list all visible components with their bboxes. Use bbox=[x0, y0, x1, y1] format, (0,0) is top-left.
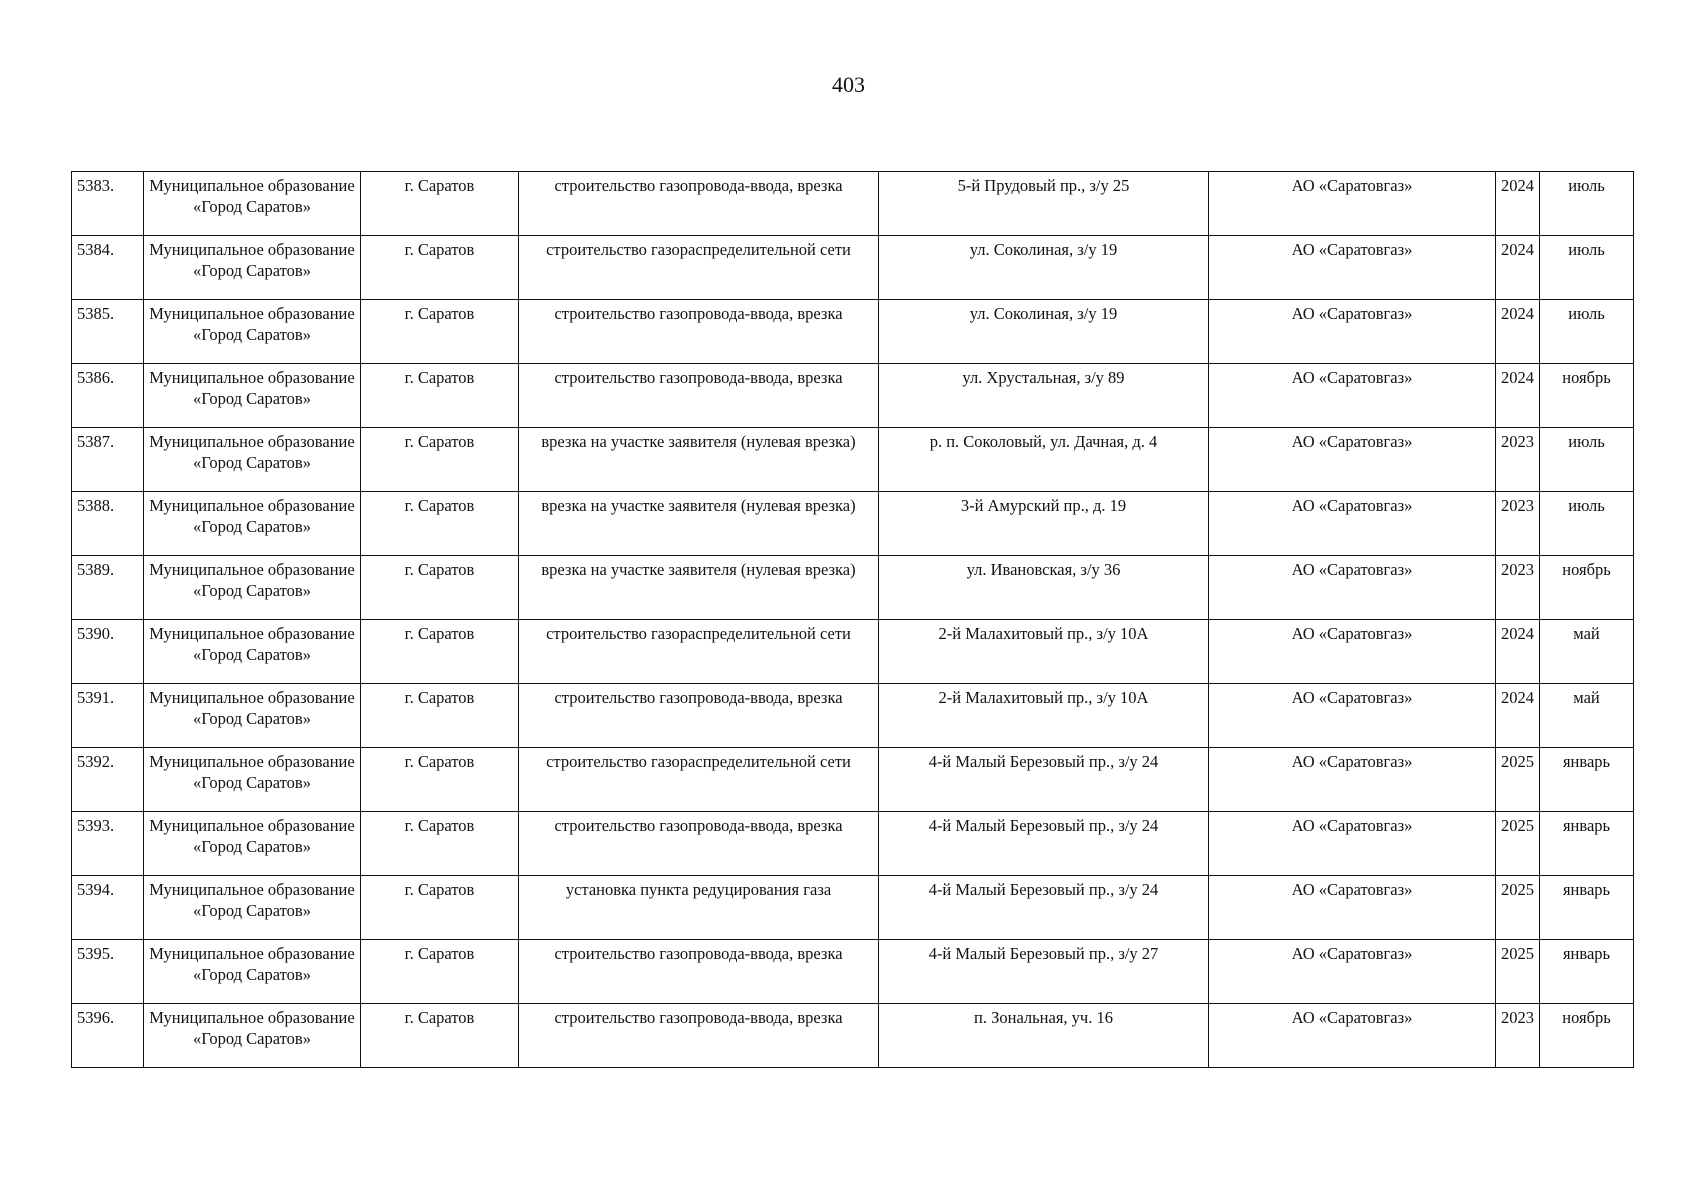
municipality-cell: Муниципальное образование «Город Саратов» bbox=[144, 620, 361, 684]
month-cell: июль bbox=[1540, 492, 1634, 556]
organization-cell: АО «Саратовгаз» bbox=[1209, 1004, 1496, 1068]
table-row bbox=[72, 620, 1634, 684]
address-cell: 2-й Малахитовый пр., з/у 10А bbox=[879, 684, 1209, 748]
organization-cell: АО «Саратовгаз» bbox=[1209, 556, 1496, 620]
row-number: 5385. bbox=[72, 300, 144, 364]
row-number: 5391. bbox=[72, 684, 144, 748]
table-row bbox=[72, 940, 1634, 1004]
organization-cell: АО «Саратовгаз» bbox=[1209, 748, 1496, 812]
row-number: 5383. bbox=[72, 172, 144, 236]
organization-cell: АО «Саратовгаз» bbox=[1209, 812, 1496, 876]
table-body bbox=[72, 172, 1634, 1068]
gasification-schedule-table bbox=[71, 171, 1634, 1068]
row-number: 5389. bbox=[72, 556, 144, 620]
settlement-cell: г. Саратов bbox=[361, 940, 519, 1004]
month-cell: июль bbox=[1540, 172, 1634, 236]
work-type-cell: строительство газопровода-ввода, врезка bbox=[519, 1004, 879, 1068]
settlement-cell: г. Саратов bbox=[361, 172, 519, 236]
page-number: 403 bbox=[832, 72, 865, 97]
municipality-cell: Муниципальное образование «Город Саратов» bbox=[144, 812, 361, 876]
year-cell: 2023 bbox=[1496, 1004, 1540, 1068]
municipality-cell: Муниципальное образование «Город Саратов» bbox=[144, 684, 361, 748]
row-number: 5392. bbox=[72, 748, 144, 812]
work-type-cell: строительство газопровода-ввода, врезка bbox=[519, 300, 879, 364]
table-row bbox=[72, 428, 1634, 492]
organization-cell: АО «Саратовгаз» bbox=[1209, 940, 1496, 1004]
address-cell: ул. Хрустальная, з/у 89 bbox=[879, 364, 1209, 428]
organization-cell: АО «Саратовгаз» bbox=[1209, 236, 1496, 300]
month-cell: май bbox=[1540, 620, 1634, 684]
month-cell: ноябрь bbox=[1540, 1004, 1634, 1068]
year-cell: 2025 bbox=[1496, 876, 1540, 940]
table-row bbox=[72, 684, 1634, 748]
table-row bbox=[72, 556, 1634, 620]
address-cell: ул. Соколиная, з/у 19 bbox=[879, 300, 1209, 364]
month-cell: январь bbox=[1540, 812, 1634, 876]
month-cell: январь bbox=[1540, 940, 1634, 1004]
year-cell: 2024 bbox=[1496, 684, 1540, 748]
table-row bbox=[72, 1004, 1634, 1068]
table-row bbox=[72, 364, 1634, 428]
work-type-cell: строительство газопровода-ввода, врезка bbox=[519, 940, 879, 1004]
address-cell: 4-й Малый Березовый пр., з/у 24 bbox=[879, 748, 1209, 812]
organization-cell: АО «Саратовгаз» bbox=[1209, 364, 1496, 428]
address-cell: 3-й Амурский пр., д. 19 bbox=[879, 492, 1209, 556]
municipality-cell: Муниципальное образование «Город Саратов» bbox=[144, 748, 361, 812]
work-type-cell: врезка на участке заявителя (нулевая врезка) bbox=[519, 556, 879, 620]
month-cell: январь bbox=[1540, 748, 1634, 812]
table-row bbox=[72, 172, 1634, 236]
year-cell: 2024 bbox=[1496, 236, 1540, 300]
municipality-cell: Муниципальное образование «Город Саратов» bbox=[144, 172, 361, 236]
month-cell: ноябрь bbox=[1540, 556, 1634, 620]
organization-cell: АО «Саратовгаз» bbox=[1209, 300, 1496, 364]
municipality-cell: Муниципальное образование «Город Саратов» bbox=[144, 940, 361, 1004]
month-cell: ноябрь bbox=[1540, 364, 1634, 428]
month-cell: январь bbox=[1540, 876, 1634, 940]
year-cell: 2023 bbox=[1496, 428, 1540, 492]
year-cell: 2025 bbox=[1496, 940, 1540, 1004]
work-type-cell: строительство газораспределительной сети bbox=[519, 236, 879, 300]
municipality-cell: Муниципальное образование «Город Саратов» bbox=[144, 300, 361, 364]
settlement-cell: г. Саратов bbox=[361, 428, 519, 492]
month-cell: июль bbox=[1540, 236, 1634, 300]
address-cell: ул. Ивановская, з/у 36 bbox=[879, 556, 1209, 620]
address-cell: ул. Соколиная, з/у 19 bbox=[879, 236, 1209, 300]
row-number: 5396. bbox=[72, 1004, 144, 1068]
organization-cell: АО «Саратовгаз» bbox=[1209, 492, 1496, 556]
settlement-cell: г. Саратов bbox=[361, 364, 519, 428]
year-cell: 2024 bbox=[1496, 300, 1540, 364]
table-row bbox=[72, 748, 1634, 812]
year-cell: 2024 bbox=[1496, 172, 1540, 236]
row-number: 5386. bbox=[72, 364, 144, 428]
year-cell: 2023 bbox=[1496, 556, 1540, 620]
settlement-cell: г. Саратов bbox=[361, 620, 519, 684]
address-cell: 4-й Малый Березовый пр., з/у 24 bbox=[879, 876, 1209, 940]
address-cell: п. Зональная, уч. 16 bbox=[879, 1004, 1209, 1068]
row-number: 5387. bbox=[72, 428, 144, 492]
settlement-cell: г. Саратов bbox=[361, 812, 519, 876]
row-number: 5388. bbox=[72, 492, 144, 556]
year-cell: 2023 bbox=[1496, 492, 1540, 556]
settlement-cell: г. Саратов bbox=[361, 876, 519, 940]
year-cell: 2025 bbox=[1496, 812, 1540, 876]
municipality-cell: Муниципальное образование «Город Саратов» bbox=[144, 236, 361, 300]
address-cell: 4-й Малый Березовый пр., з/у 27 bbox=[879, 940, 1209, 1004]
settlement-cell: г. Саратов bbox=[361, 300, 519, 364]
work-type-cell: врезка на участке заявителя (нулевая врезка) bbox=[519, 428, 879, 492]
table-row bbox=[72, 300, 1634, 364]
organization-cell: АО «Саратовгаз» bbox=[1209, 172, 1496, 236]
settlement-cell: г. Саратов bbox=[361, 748, 519, 812]
month-cell: июль bbox=[1540, 428, 1634, 492]
table-row bbox=[72, 812, 1634, 876]
row-number: 5395. bbox=[72, 940, 144, 1004]
work-type-cell: строительство газораспределительной сети bbox=[519, 620, 879, 684]
year-cell: 2024 bbox=[1496, 364, 1540, 428]
work-type-cell: установка пункта редуцирования газа bbox=[519, 876, 879, 940]
work-type-cell: строительство газопровода-ввода, врезка bbox=[519, 172, 879, 236]
municipality-cell: Муниципальное образование «Город Саратов» bbox=[144, 492, 361, 556]
address-cell: р. п. Соколовый, ул. Дачная, д. 4 bbox=[879, 428, 1209, 492]
settlement-cell: г. Саратов bbox=[361, 492, 519, 556]
municipality-cell: Муниципальное образование «Город Саратов» bbox=[144, 876, 361, 940]
row-number: 5390. bbox=[72, 620, 144, 684]
municipality-cell: Муниципальное образование «Город Саратов» bbox=[144, 1004, 361, 1068]
year-cell: 2025 bbox=[1496, 748, 1540, 812]
settlement-cell: г. Саратов bbox=[361, 556, 519, 620]
organization-cell: АО «Саратовгаз» bbox=[1209, 876, 1496, 940]
organization-cell: АО «Саратовгаз» bbox=[1209, 684, 1496, 748]
municipality-cell: Муниципальное образование «Город Саратов» bbox=[144, 364, 361, 428]
work-type-cell: строительство газораспределительной сети bbox=[519, 748, 879, 812]
organization-cell: АО «Саратовгаз» bbox=[1209, 428, 1496, 492]
municipality-cell: Муниципальное образование «Город Саратов» bbox=[144, 428, 361, 492]
row-number: 5384. bbox=[72, 236, 144, 300]
address-cell: 5-й Прудовый пр., з/у 25 bbox=[879, 172, 1209, 236]
address-cell: 4-й Малый Березовый пр., з/у 24 bbox=[879, 812, 1209, 876]
work-type-cell: строительство газопровода-ввода, врезка bbox=[519, 684, 879, 748]
table-row bbox=[72, 492, 1634, 556]
settlement-cell: г. Саратов bbox=[361, 684, 519, 748]
work-type-cell: строительство газопровода-ввода, врезка bbox=[519, 364, 879, 428]
organization-cell: АО «Саратовгаз» bbox=[1209, 620, 1496, 684]
settlement-cell: г. Саратов bbox=[361, 236, 519, 300]
month-cell: июль bbox=[1540, 300, 1634, 364]
row-number: 5393. bbox=[72, 812, 144, 876]
table-row bbox=[72, 236, 1634, 300]
work-type-cell: врезка на участке заявителя (нулевая врезка) bbox=[519, 492, 879, 556]
table-row bbox=[72, 876, 1634, 940]
municipality-cell: Муниципальное образование «Город Саратов» bbox=[144, 556, 361, 620]
row-number: 5394. bbox=[72, 876, 144, 940]
work-type-cell: строительство газопровода-ввода, врезка bbox=[519, 812, 879, 876]
year-cell: 2024 bbox=[1496, 620, 1540, 684]
settlement-cell: г. Саратов bbox=[361, 1004, 519, 1068]
month-cell: май bbox=[1540, 684, 1634, 748]
address-cell: 2-й Малахитовый пр., з/у 10А bbox=[879, 620, 1209, 684]
